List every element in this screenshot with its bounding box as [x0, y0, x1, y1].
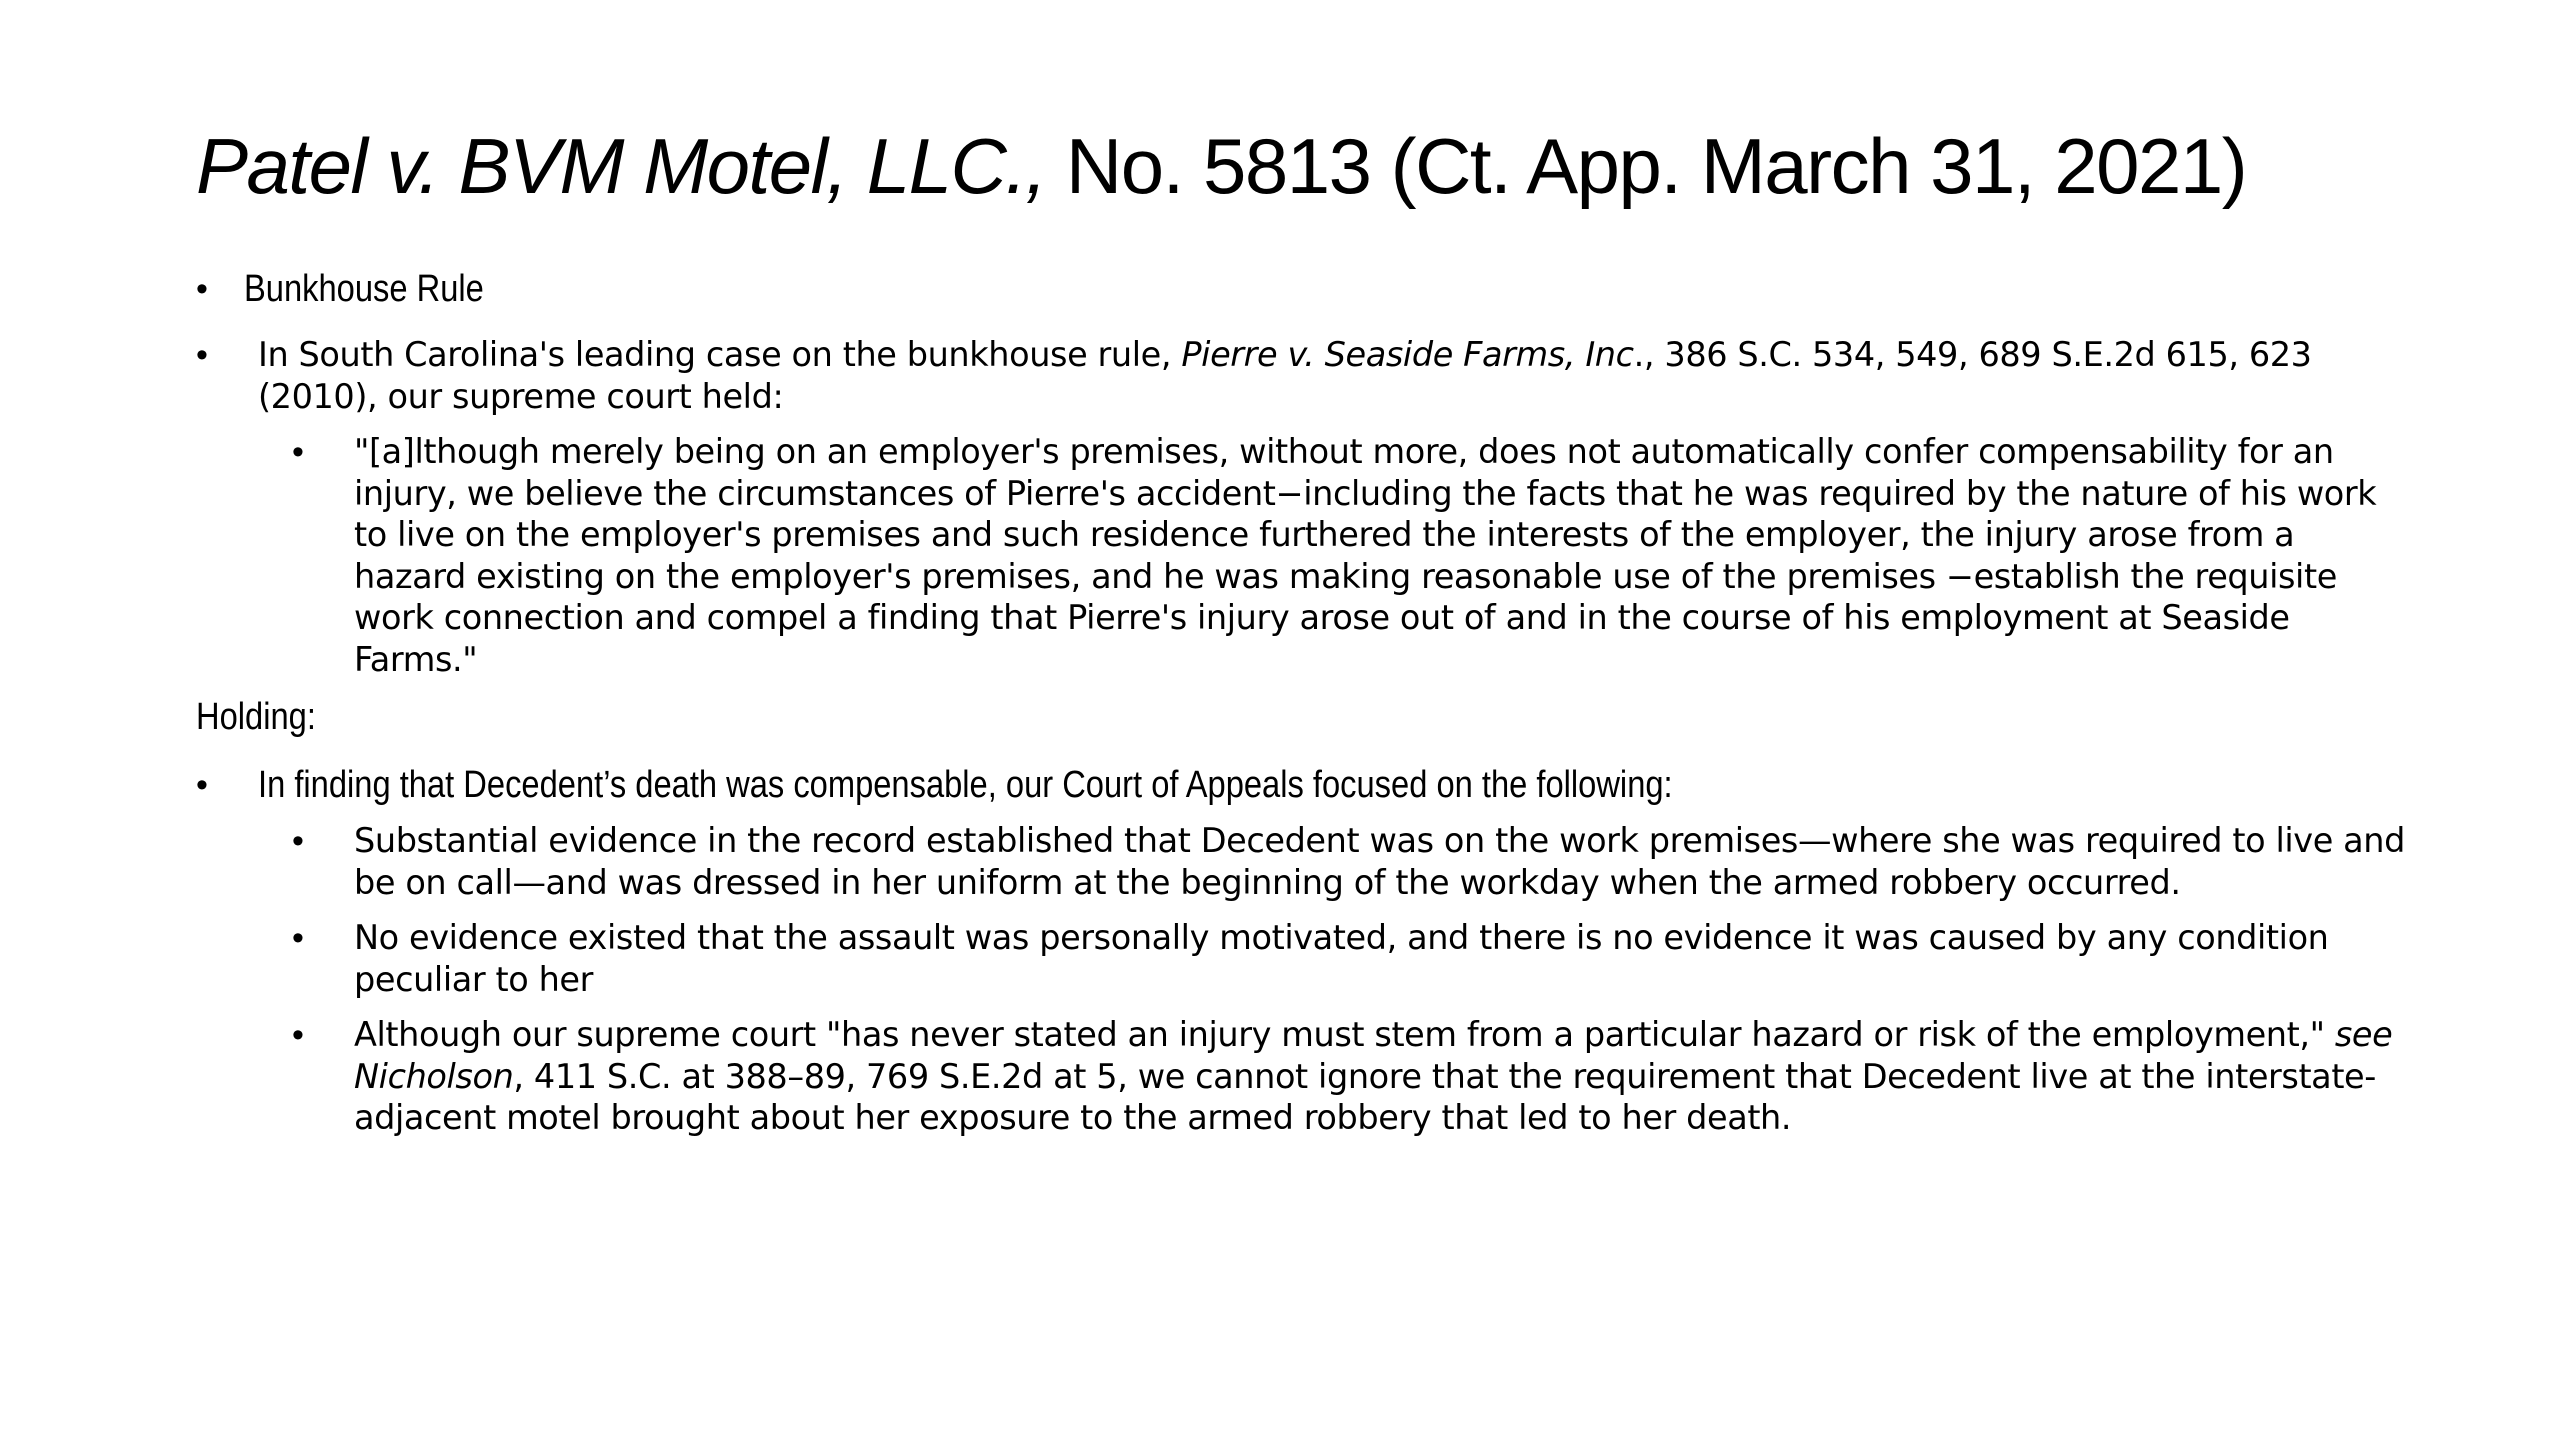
bullet-bunkhouse-rule [196, 268, 2406, 310]
point-3-post: , 411 S.C. at 388–89, 769 S.E.2d at 5, we cannot ignore that the requirement that Decedent live at the interstate-adjacent motel brought about her exposure to the armed robbery that led to her death. [354, 1056, 2376, 1137]
bullet-glyph: • [292, 1016, 304, 1054]
bullet-glyph: • [292, 919, 304, 957]
point-2-text: No evidence existed that the assault was personally motivated, and there is no evidence it was caused by any condition peculiar to her [354, 918, 2329, 999]
slide-title [196, 118, 2246, 214]
point-3-pre: Although our supreme court "has never stated an injury must stem from a particular hazard or risk of the employment," [354, 1015, 2335, 1054]
bullet-glyph: • [196, 336, 208, 374]
leading-case-italic: Pierre v. Seaside Farms, Inc [1181, 335, 1634, 374]
leading-case-post: ., 386 S.C. 534, 549, 689 S.E.2d 615, 623 (2010), our supreme court held: [258, 335, 2312, 416]
holding-intro-text: In finding that Decedent’s death was compensable, our Court of Appeals focused on the following: [258, 764, 1673, 806]
holding-heading [196, 696, 2406, 738]
bullet-leading-case [196, 334, 2406, 417]
leading-case-pre: In South Carolina's leading case on the bunkhouse rule, [258, 335, 1182, 374]
bullet-glyph: • [196, 766, 208, 804]
bullet-point-3 [196, 1014, 2406, 1139]
bunkhouse-rule-text: Bunkhouse Rule [244, 268, 484, 310]
bullet-point-2 [196, 917, 2406, 1000]
slide-body [196, 268, 2406, 1139]
bullet-holding-intro [196, 764, 2406, 806]
quote-text: "[a]lthough merely being on an employer's premises, without more, does not automatically confer compensability for an injury, we believe the circumstances of Pierre's accident−including the facts that he was required by the nature of his work to live on the employer's premises and such residence furthered the interests of the employer, the injury arose from a hazard existing on the employer's premises, and he was making reasonable use of the premises −establish the requisite work connection and compel a finding that Pierre's injury arose out of and in the course of his employment at Seaside Farms." [354, 432, 2377, 679]
bullet-glyph: • [292, 822, 304, 860]
point-3-text [354, 1014, 2406, 1139]
point-1-text: Substantial evidence in the record established that Decedent was on the work premises—where she was required to live and be on call—and was dressed in her uniform at the beginning of the workday when the armed robbery occurred. [354, 821, 2406, 902]
holding-heading-text: Holding: [196, 696, 316, 738]
bullet-point-1 [196, 820, 2406, 903]
title-case-name: Patel v. BVM Motel, LLC., [196, 122, 1046, 210]
title-citation: No. 5813 (Ct. App. March 31, 2021) [1045, 122, 2247, 210]
point-3-italic: see Nicholson [354, 1015, 2393, 1096]
bullet-glyph: • [196, 270, 208, 308]
bullet-quote [196, 431, 2406, 680]
leading-case-text [258, 334, 2406, 417]
bullet-glyph: • [292, 433, 304, 471]
